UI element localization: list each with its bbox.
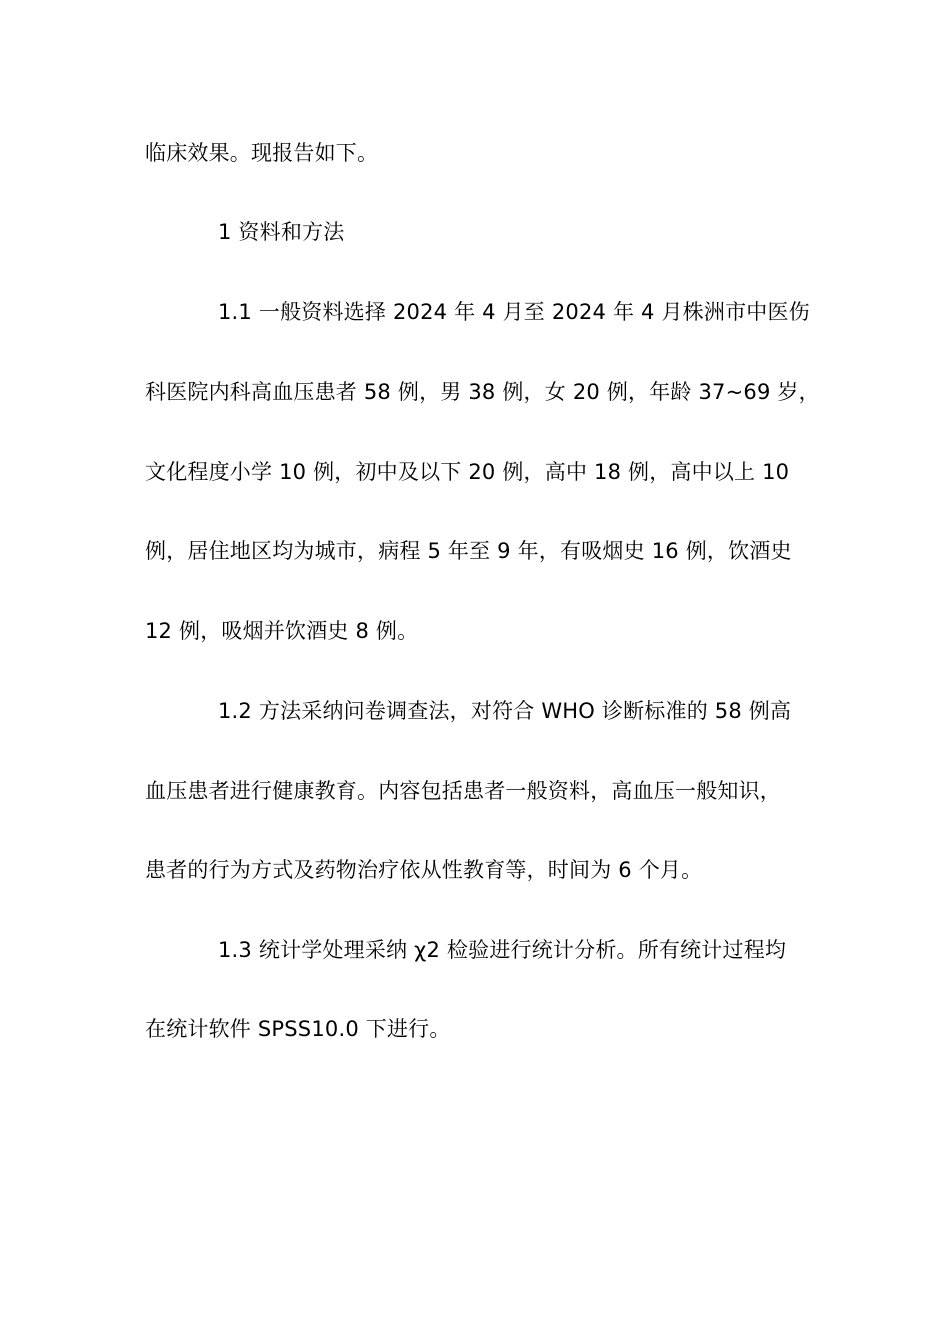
text-line-intro-end: 临床效果。现报告如下。 — [145, 141, 379, 165]
subsection-1-1-line-3: 文化程度小学 10 例，初中及以下 20 例，高中 18 例，高中以上 10 — [145, 460, 790, 484]
subsection-1-1-line-1: 1.1 一般资料选择 2024 年 4 月至 2024 年 4 月株洲市中医伤 — [218, 300, 810, 324]
subsection-1-2-line-3: 患者的行为方式及药物治疗依从性教育等，时间为 6 个月。 — [145, 858, 703, 882]
subsection-1-1-line-5: 12 例，吸烟并饮酒史 8 例。 — [145, 619, 419, 643]
subsection-1-1-line-4: 例，居住地区均为城市，病程 5 年至 9 年，有吸烟史 16 例，饮酒史 — [145, 539, 792, 563]
section-heading-materials-methods: 1 资料和方法 — [218, 220, 345, 244]
subsection-1-3-line-2: 在统计软件 SPSS10.0 下进行。 — [145, 1017, 451, 1041]
subsection-1-3-line-1: 1.3 统计学处理采纳 χ2 检验进行统计分析。所有统计过程均 — [218, 938, 787, 962]
subsection-1-2-line-2: 血压患者进行健康教育。内容包括患者一般资料，高血压一般知识， — [145, 779, 781, 803]
subsection-1-2-line-1: 1.2 方法采纳问卷调查法，对符合 WHO 诊断标准的 58 例高 — [218, 699, 792, 723]
subsection-1-1-line-2: 科医院内科高血压患者 58 例，男 38 例，女 20 例，年龄 37~69 岁， — [145, 380, 820, 404]
